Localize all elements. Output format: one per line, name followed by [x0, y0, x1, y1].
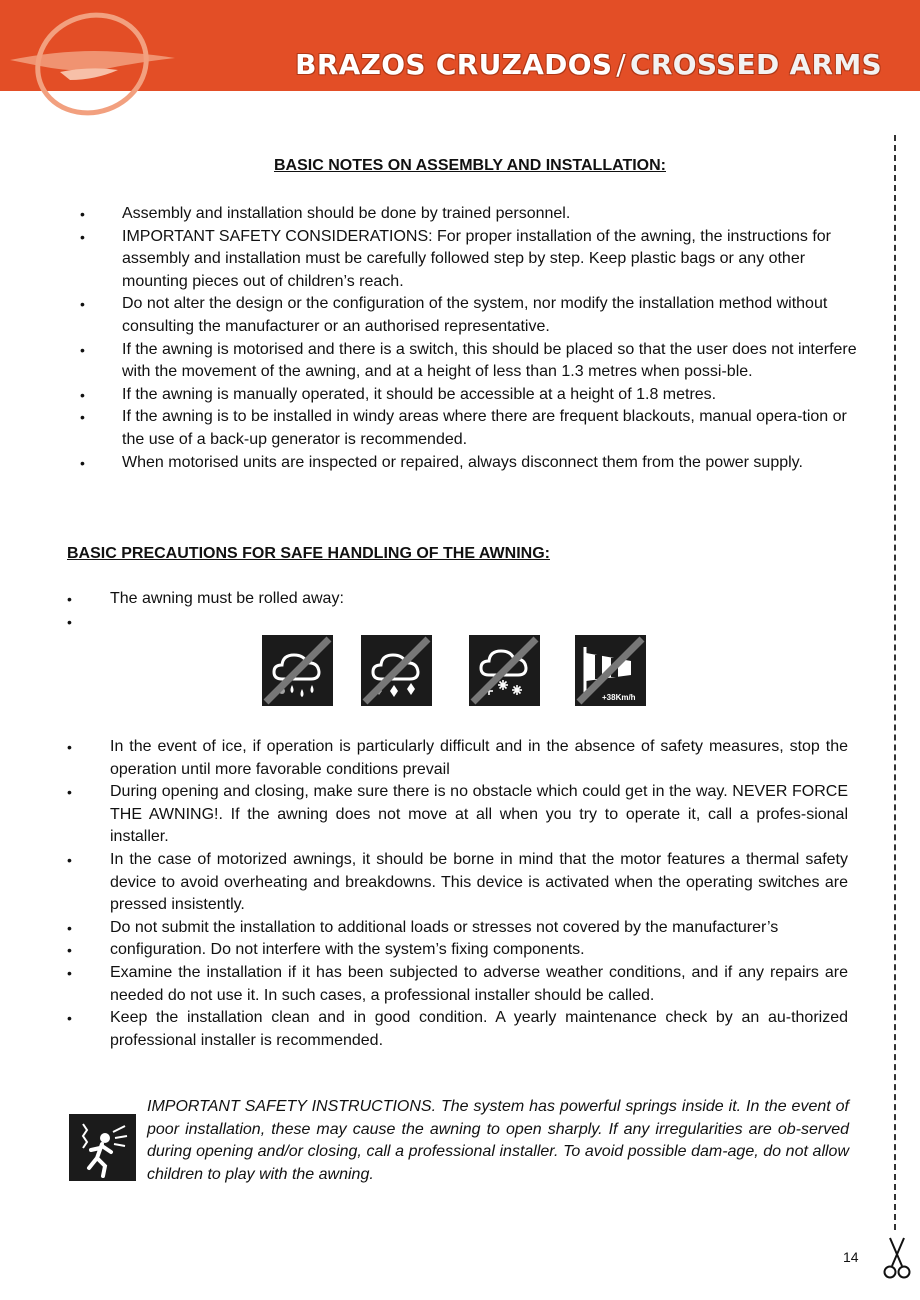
bullet: • — [67, 964, 72, 981]
list-item-text: During opening and closing, make sure there is no obstacle which could get in the way. NEVER FORCE THE AWNING!. If the awning does not move at all when you try to operate it, call a profes-sional installer. — [110, 783, 848, 846]
list-item-text: Do not submit the installation to additional loads or stresses not covered by the manufacturer’s — [110, 918, 779, 936]
bullet: • — [67, 851, 72, 868]
precautions-intro-list — [67, 588, 850, 633]
bullet: • — [80, 454, 85, 471]
assembly-list — [80, 203, 862, 474]
list-item-text: If the awning is to be installed in windy areas where there are frequent blackouts, manual opera-tion or the use of a back-up generator is recommended. — [122, 408, 847, 448]
cut-line — [894, 135, 896, 1230]
list-item — [80, 203, 862, 226]
bullet: • — [67, 613, 72, 630]
no-rain-icon — [262, 635, 333, 706]
list-item-text: In the case of motorized awnings, it should be borne in mind that the motor features a thermal safety device to avoid overheating and breakdowns. This device is activated when the operating switches are pressed insistently. — [110, 850, 848, 914]
precautions-heading: BASIC PRECAUTIONS FOR SAFE HANDLING OF THE AWNING: — [67, 545, 550, 562]
list-item — [67, 939, 848, 962]
list-item-text: In the event of ice, if operation is particularly difficult and in the absence of safety measures, stop the operation until more favorable conditions prevail — [110, 738, 848, 778]
bullet: • — [80, 296, 85, 313]
bullet: • — [67, 942, 72, 959]
list-item — [67, 917, 848, 940]
header-title — [295, 48, 882, 81]
assembly-heading: BASIC NOTES ON ASSEMBLY AND INSTALLATION: — [273, 157, 666, 174]
bullet: • — [80, 228, 85, 245]
list-item — [67, 588, 850, 611]
list-item — [67, 611, 850, 634]
title-secondary: CROSSED ARMS — [630, 48, 882, 81]
bullet: • — [80, 206, 85, 222]
scissors-icon — [882, 1236, 912, 1280]
list-item — [67, 781, 848, 849]
bullet: • — [67, 591, 72, 607]
list-item — [80, 452, 862, 475]
bullet: • — [67, 919, 72, 936]
spring-hazard-icon — [69, 1114, 136, 1181]
list-item — [80, 226, 862, 294]
brand-logo — [0, 0, 180, 125]
list-item-text: The awning must be rolled away: — [110, 590, 344, 607]
list-item — [80, 339, 862, 384]
precautions-list — [67, 736, 848, 1052]
list-item — [67, 962, 848, 1007]
list-item-text: Keep the installation clean and in good condition. A yearly maintenance check by an au-thorized professional installer is recommended. — [110, 1009, 848, 1049]
bullet: • — [67, 784, 72, 801]
page-header — [0, 0, 920, 91]
list-item — [67, 849, 848, 917]
bullet: • — [80, 409, 85, 426]
page-number: 14 — [843, 1249, 859, 1265]
bullet: • — [67, 739, 72, 755]
list-item-text: Assembly and installation should be done by trained personnel. — [122, 205, 571, 222]
list-item-text: IMPORTANT SAFETY CONSIDERATIONS: For proper installation of the awning, the instructions for assembly and installation must be carefully followed step by step. Keep plastic bags or any other mounting pieces out of children’s reach. — [122, 227, 831, 290]
no-hail-icon — [361, 635, 432, 706]
list-item — [80, 293, 862, 338]
no-snow-icon — [469, 635, 540, 706]
title-separator: / — [616, 48, 627, 81]
list-item-text: configuration. Do not interfere with the system’s fixing components. — [110, 941, 585, 959]
bullet: • — [80, 341, 85, 358]
list-item — [80, 406, 862, 451]
list-item-text: Examine the installation if it has been subjected to adverse weather conditions, and if any repairs are needed do not use it. In such cases, a professional installer should be called. — [110, 963, 848, 1004]
title-primary: BRAZOS CRUZADOS — [295, 48, 613, 81]
list-item — [80, 384, 862, 407]
safety-notice-text: IMPORTANT SAFETY INSTRUCTIONS. The system has powerful springs inside it. In the event of poor installation, these may cause the awning to open sharply. If any irregularities are ob-served during opening and/or closing, call a professional installer. To avoid possible dam-age, do not allow children to play with the awning. — [147, 1098, 849, 1183]
list-item-text: If the awning is manually operated, it should be accessible at a height of 1.8 metres. — [122, 385, 717, 403]
list-item — [67, 1007, 848, 1052]
list-item-text: When motorised units are inspected or repaired, always disconnect them from the power supply. — [122, 453, 803, 471]
no-wind-icon — [575, 635, 646, 706]
list-item-text: Do not alter the design or the configuration of the system, nor modify the installation method without consulting the manufacturer or an authorised representative. — [122, 295, 828, 335]
list-item-text: If the awning is motorised and there is a switch, this should be placed so that the user does not interfere with the movement of the awning, and at a height of less than 1.3 metres when possi-ble. — [122, 340, 857, 381]
bullet: • — [67, 1010, 72, 1027]
list-item — [67, 736, 848, 781]
wind-speed-label: +38Km/h — [602, 693, 636, 702]
bullet: • — [80, 386, 85, 403]
